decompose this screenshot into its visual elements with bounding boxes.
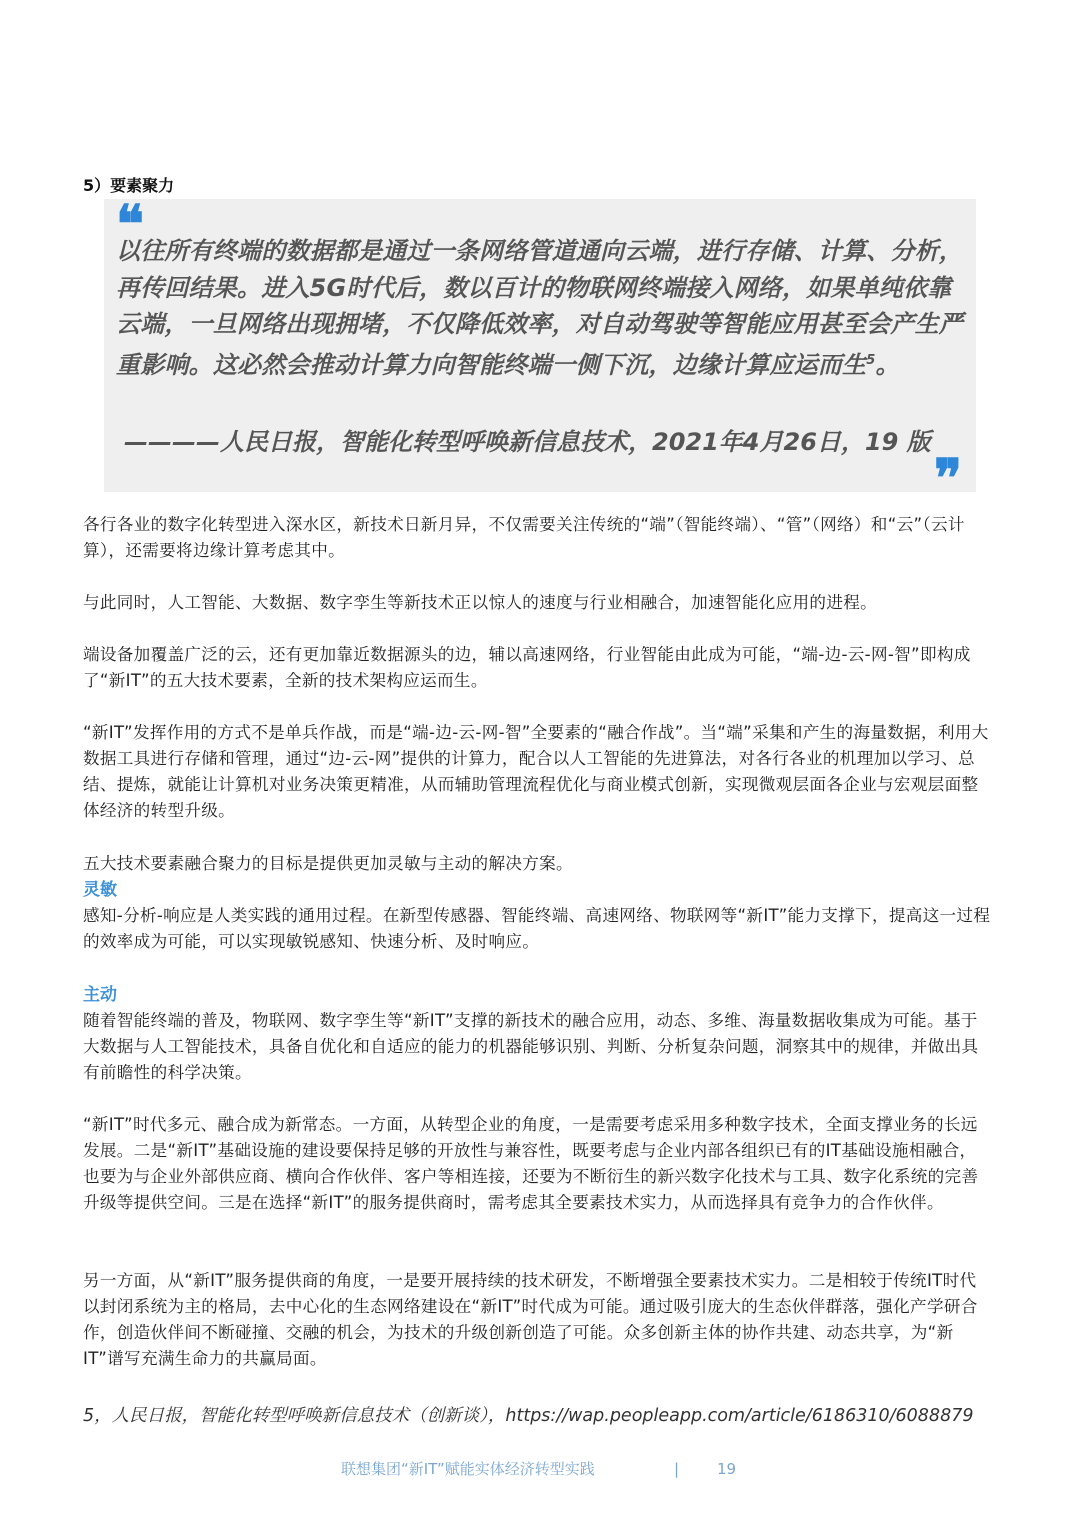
paragraph-1 — [83, 512, 993, 564]
paragraph-9 — [83, 1268, 993, 1372]
open-quote-icon: ❝ — [116, 194, 144, 255]
quote-source: ————人民日报，智能化转型呼唤新信息技术，2021年4月26日，19 版 — [124, 428, 931, 456]
paragraph-text: 感知-分析-响应是人类实践的通用过程。在新型传感器、智能终端、高速网络、物联网等“新IT”能力支撑下，提高这一过程的效率成为可能，可以实现敏锐感知、快速分析、及时响应。 — [83, 906, 991, 951]
paragraph-text: “新IT”时代多元、融合成为新常态。一方面，从转型企业的角度，一是需要考虑采用多种数字技术，全面支撑业务的长远发展。二是“新IT”基础设施的建设要保持足够的开放性与兼容性，既要考虑与企业内部各组织已有的IT基础设施相融合，也要为与企业外部供应商、横向合作伙伴、客户等相连接，还要为不断衍生的新兴数字化技术与工具、数字化系统的完善升级等提供空间。三是在选择“新IT”的服务提供商时，需考虑其全要素技术实力，从而选择具有竞争力的合作伙伴。 — [83, 1115, 979, 1212]
paragraph-5 — [83, 851, 993, 877]
paragraph-3 — [83, 642, 993, 694]
paragraph-text: 随着智能终端的普及，物联网、数字孪生等“新IT”支撑的新技术的融合应用，动态、多维、海量数据收集成为可能。基于大数据与人工智能技术，具备自优化和自适应的能力的机器能够识别、判断、分析复杂问题，洞察其中的规律，并做出具有前瞻性的科学决策。 — [83, 1011, 979, 1082]
paragraph-8 — [83, 1112, 993, 1216]
paragraph-text: 与此同时，人工智能、大数据、数字孪生等新技术正以惊人的速度与行业相融合，加速智能化应用的进程。 — [83, 593, 878, 612]
page-number: 19 — [717, 1460, 737, 1478]
section-title: 5）要素聚力 — [83, 176, 175, 195]
footnote-ref[interactable]: 5 — [866, 352, 876, 368]
keyword-proactive: 主动 — [83, 985, 117, 1005]
quote-text — [116, 233, 972, 383]
quote-end: 。 — [875, 350, 900, 379]
paragraph-text: 各行各业的数字化转型进入深水区，新技术日新月异，不仅需要关注传统的“端”（智能终端）、“管”（网络）和“云”（云计算），还需要将边缘计算考虑其中。 — [83, 515, 965, 560]
paragraph-text: 另一方面，从“新IT”服务提供商的角度，一是要开展持续的技术研发，不断增强全要素技术实力。二是相较于传统IT时代以封闭系统为主的格局，去中心化的生态网络建设在“新IT”时代成为可能。通过吸引庞大的生态伙伴群落，强化产学研合作，创造伙伴间不断碰撞、交融的机会，为技术的升级创新创造了可能。众多创新主体的协作共建、动态共享，为“新IT”谱写充满生命力的共赢局面。 — [83, 1271, 978, 1368]
quote-body: 以往所有终端的数据都是通过一条网络管道通向云端，进行存储、计算、分析，再传回结果。进入5G时代后，数以百计的物联网终端接入网络，如果单纯依靠云端，一旦网络出现拥堵，不仅降低效率，对自动驾驶等智能应用甚至会产生严重影响。这必然会推动计算力向智能终端一侧下沉，边缘计算应运而生 — [116, 237, 963, 379]
paragraph-text: 五大技术要素融合聚力的目标是提供更加灵敏与主动的解决方案。 — [83, 854, 573, 873]
paragraph-text: “新IT”发挥作用的方式不是单兵作战，而是“端-边-云-网-智”全要素的“融合作战”。当“端”采集和产生的海量数据，利用大数据工具进行存储和管理，通过“边-云-网”提供的计算力，配合以人工智能的先进算法，对各行各业的机理加以学习、总结、提炼，就能让计算机对业务决策更精准，从而辅助管理流程优化与商业模式创新，实现微观层面各企业与宏观层面整体经济的转型升级。 — [83, 723, 989, 820]
paragraph-4 — [83, 720, 993, 824]
paragraph-2 — [83, 590, 993, 616]
footnote: 5，人民日报，智能化转型呼唤新信息技术（创新谈），https://wap.peopleapp.com/article/6186310/6088879 — [83, 1406, 974, 1426]
footer-separator: | — [674, 1460, 680, 1478]
paragraph-text: 端设备加覆盖广泛的云，还有更加靠近数据源头的边，辅以高速网络，行业智能由此成为可能，“端-边-云-网-智”即构成了“新IT”的五大技术要素，全新的技术架构应运而生。 — [83, 645, 971, 690]
paragraph-6 — [83, 903, 993, 955]
page-footer — [0, 1457, 1080, 1481]
quote-block — [104, 194, 976, 509]
paragraph-7 — [83, 1008, 993, 1086]
close-quote-icon: ❞ — [934, 448, 962, 509]
footer-title: 联想集团“新IT”赋能实体经济转型实践 — [341, 1460, 595, 1478]
keyword-agile: 灵敏 — [83, 880, 117, 900]
